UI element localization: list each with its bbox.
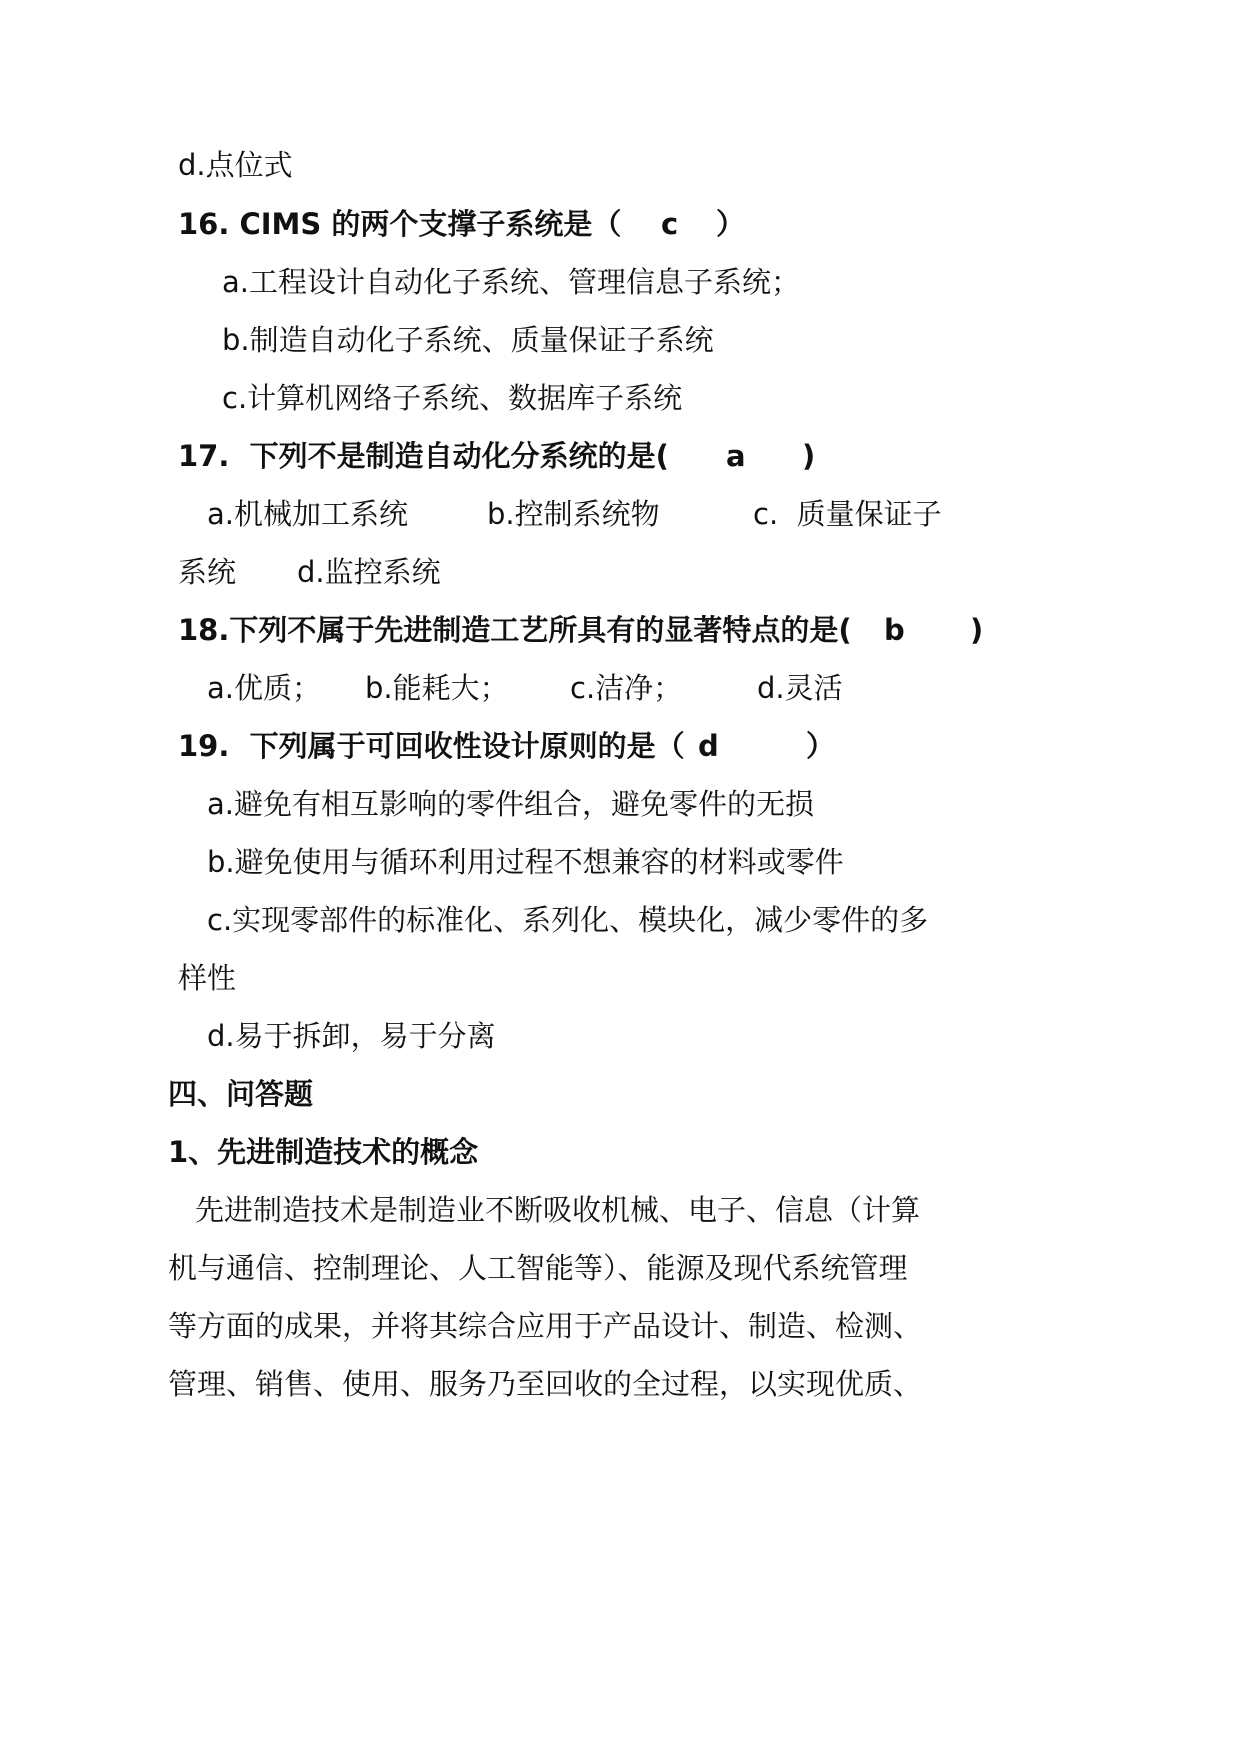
q18-option-b: b.能耗大； <box>365 671 509 705</box>
q19-close-paren: ） <box>806 729 836 763</box>
q16-option-b: b.制造自动化子系统、质量保证子系统 <box>222 323 714 357</box>
q15-option-d: d.点位式 <box>178 148 293 182</box>
question-title: 1、先进制造技术的概念 <box>168 1135 479 1169</box>
q16-option-c: c.计算机网络子系统、数据库子系统 <box>222 381 683 415</box>
q19-option-c: c.实现零部件的标准化、系列化、模块化，减少零件的多 <box>207 903 929 937</box>
q16-close-paren: ） <box>716 207 746 241</box>
q18-option-a: a.优质； <box>207 671 321 705</box>
q18-option-c: c.洁净； <box>570 671 683 705</box>
q16-option-a: a.工程设计自动化子系统、管理信息子系统； <box>222 265 800 299</box>
q18-option-d: d.灵活 <box>757 671 843 705</box>
section-title: 四、问答题 <box>168 1077 314 1111</box>
q17-close-paren: ) <box>802 439 816 473</box>
q17-option-d: d.监控系统 <box>297 555 441 589</box>
q19-option-b: b.避免使用与循环利用过程不想兼容的材料或零件 <box>207 845 844 879</box>
q19-option-c-continued: 样性 <box>178 961 237 995</box>
q17-answer: a <box>726 439 746 473</box>
q16-answer: c <box>661 207 679 241</box>
q17-option-c-continued: 系统 <box>178 555 237 589</box>
q17-option-b: b.控制系统物 <box>487 497 660 531</box>
q19-option-d: d.易于拆卸，易于分离 <box>207 1019 496 1053</box>
q16-stem: 16. CIMS 的两个支撑子系统是（ <box>178 207 622 241</box>
q19-option-a: a.避免有相互影响的零件组合，避免零件的无损 <box>207 787 814 821</box>
answer-paragraph-line: 等方面的成果，并将其综合应用于产品设计、制造、检测、 <box>168 1309 923 1343</box>
q18-stem: 18.下列不属于先进制造工艺所具有的显著特点的是( <box>178 613 852 647</box>
q17-stem: 17. 下列不是制造自动化分系统的是( <box>178 439 669 473</box>
q18-close-paren: ) <box>970 613 984 647</box>
q19-stem: 19. 下列属于可回收性设计原则的是（ <box>178 729 685 763</box>
q17-option-a: a.机械加工系统 <box>207 497 408 531</box>
q17-option-c: c. 质量保证子 <box>753 497 942 531</box>
q19-answer: d <box>698 729 719 763</box>
answer-paragraph-line: 先进制造技术是制造业不断吸收机械、电子、信息（计算 <box>195 1193 921 1227</box>
answer-paragraph-line: 管理、销售、使用、服务乃至回收的全过程，以实现优质、 <box>168 1367 923 1401</box>
answer-paragraph-line: 机与通信、控制理论、人工智能等）、能源及现代系统管理 <box>168 1251 908 1285</box>
q18-answer: b <box>884 613 905 647</box>
